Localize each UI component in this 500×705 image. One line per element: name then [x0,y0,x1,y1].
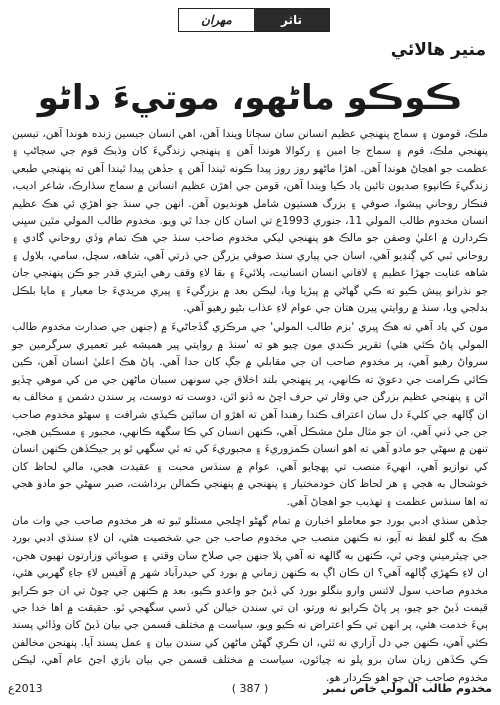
journal-title: مخدوم طالب المولي خاص نمبر [323,682,492,695]
page-number: ( 387 ) [231,682,269,695]
author-name: منير هالائي [390,40,486,60]
header-tag-logo: مهران [179,9,254,31]
header-tag-label: تاثر [254,9,329,31]
page-footer [8,682,492,700]
paragraph-3: جڏهن سنڌي ادبي بورڊ جو معاملو اخبارن ۾ تمام گهڻو اڇلجي مسئلو ٿيو ته هر مخدوم صاحب جي وات مان هڪ به گلو لفظ نه آيو، نه ڪنهن منصب جي مخدوم صاحب جن جي شخصيت هئي، ان لاءِ سنڌي ادبي بورڊ جي چيئرميني وڃي ٿي، ڪنهن به گالهه نه آهي پلا جنهن جي صلاح سان وقتي ۽ صوبائي وزارتون ٺهيون هجن، ان لاءِ ڪهڙي ڳالهه آهي؟ ان ڪان اڳ به ڪنهن زماني ۾ بورڊ کي حيدرآباد شهر ۾ آفيس لاءِ جاءِ گهربي هئي، مخدوم صاحب سول لائنس وارو بنگلو بورڊ کي ڏيڻ جو واعدو ڪيو، بعد ۾ ڪنهن جي چوڻ تي ان جو ڪرايو قيمت ڏيڻ جو چيو، پر پاڻ ڪرايو نه ورتو، ان تي سندن خيالن کي ڏسي سگهجي ٿو. حقيقت ۾ اها خدا جي ٻيءَ خدمت هئي، پر انهن تي ڪو اعتراض نه ڪيو ويو، سياست ۾ مختلف قسمن جي بيان ڏيڻ کان وڏائي پسند ڪئي آهي، ڪنهن جي دل آزاري نه ٿئي، ان ڪري گهڻن ماڻهن کي سندن بيان ۽ عمل پسند آيا. پنهنجن مخالفن ڪي ڪڏهن زبان سان برو پلو نه چيائون، سياست ۾ مختلف قسمن جي بيان بازي اڃڻ عام آهي، ليڪن مخدوم صاحب جن جو اهو ڪردار هو. [12,514,488,684]
paragraph-2: مون کي ياد آهي ته هڪ ڀيري 'بزم طالب المولي' جي مرڪزي گڏجاڻيءَ ۾ (جنهن جي صدارت مخدوم طالب المولي پاڻ ڪئي هئي) تقرير ڪندي مون چيو هو ته 'سنڌ ۾ روايتي پير هميشه غير تعميري سرگرمين جو سرواڻ رهيو آهي، پر مخدوم صاحب ان جي مقابلي ۾ جڳ کان جدا آهي. پاڻ هڪ اعليٰ انسان آهن، ڪين ڪائي ڪرامت جي دعويٰ ته ڪانهي، پر پنهنجي بلند اخلاق جي سونهن سببان ماڻهن جي من کي موهي ڇڏيو اٿن ۽ پنهنجي عظيم بزرگن جي وقار تي حرف اچڻ نه ڏنو اٿن، دوست ته دوست، پر سندن دشمن ۽ مخالف به ان ڳالهه جي کليءَ دل سان اعتراف ڪندا رهندا آهن ته اهڙو ان سائين ڪيڏي شرافت ۽ سهڻو مخدوم صاحب جن جي ڏني آهي، ان جو مثال ملڻ مشڪل آهي، ڪنهن انسان کي ڪا سگهه ڪانهي، مجبور ۽ مسڪين هجي، تنهن ۾ سهڻي جو مادو آهي ته اهو انسان ڪمزوريءَ ۽ مجبوريءَ کي ته ٿي سگهي ٿو پر جيڪڏهن ڪنهن انسان کي نوازيو آهي، انهيءَ منصب تي پهچايو آهي، عوام ۾ سنڌس محبت ۽ عقيدت هجي، مالي لحاظ کان خوشحال به هجي ۽ هر لحاظ کان خودمختيار ۽ پنهنجي ۾ پنهنجي ڪمالن برداشت، صبر سهڻي جو مادو هجي ته اها سنڌس عظمت ۽ تهذيب جو اهڃاڻ آهي. [12,321,488,508]
issue-date: 2013ع [8,682,43,695]
article-body [12,126,489,684]
paragraph-1: ملڪ، قومون ۽ سماج پنهنجي عظيم انسانن سان سڄاتا ويندا آهن، اهي انسان جيسين زنده هوندا آهن، تيسين پنهنجي ملڪ، قوم ۽ سماج جا امين ۽ رکوالا هوندا آهن ۽ پنهنجي زندگيءَ کان وڌيڪ قوم جي سڄاڻپ ۽ عظمت جو اهڃاڻ هوندا آهن. اهڙا ماڻهو روز روز پيدا ڪونه ٿيندا آهن ۽ جڏهن پيدا ٿيندا آهن ته پنهنجي طبعي زندگيءَ ڪانپوءِ صديون تائين ياد ڪيا ويندا آهن، قومن جي اهڙن عظيم انسانن ۾ سماج سڌارڪ، شاعر اديب، فنڪار روحاني پيشوا، صوفي ۽ بزرگ هستيون شامل هونديون آهن. انهن جي سنڌ جو اهڙي ئي هڪ عظيم انسان مخدوم طالب المولي 11، جنوري 1993ع تي اسان کان جدا ٿي ويو. مخدوم طالب المولي مٿين سڀني ڪردارن ۾ اعليٰ وصفن جو مالڪ هو پنهنجي ليکي مخدوم صاحب سنڌ جي هڪ تمام وڏي روحاني گادي ۽ روحاني ٽبي کي ڳنڍيو آهي، اسان جي پياري سنڌ صوفي بزرگن جي ڌرتي آهي، شاهه، سچل، سامي، بلاول ۽ شاهه عنايت جهڙا عظيم ۽ لافاني انسان انسانيت، پلائيءَ ۽ بقا لاءِ وقف رهي ايتري قدر جو ڪن پنهنجي جان جو نذرانو پيش ڪيو ته ڪي گهاڻي ۾ پيڙيا ويا، ليڪن بعد ۾ بزرگيءَ ۽ پيري مريديءَ جا معيار ۽ مايا بلڪل بدلجي ويا، سنڌ ۾ روايتي پيرن هتان جي عوام لاءِ عذاب بڻيو رهيو آهي. [12,128,489,315]
header-tag [178,8,330,32]
article-title: ڪوڪو ماڻهو، موتيءَ داڻو [37,78,463,118]
